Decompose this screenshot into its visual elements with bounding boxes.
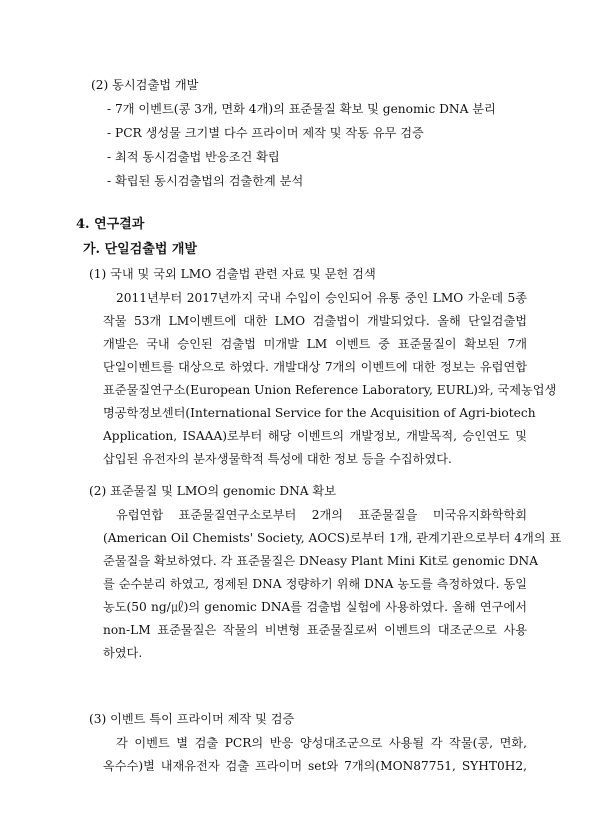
part2-paragraph-line: non-LM 표준물질은 작물의 비변형 표준물질로써 이벤트의 대조군으로 사용 <box>103 623 527 637</box>
part1-paragraph-line: 삽입된 유전자의 분자생물학적 특성에 대한 정보 등을 수집하였다. <box>103 452 452 466</box>
part2-paragraph-line: 를 순수분리 하였고, 정제된 DNA 정량하기 위해 DNA 농도를 측정하였다. 동일 <box>103 577 527 591</box>
part1-paragraph-line: 명공학정보센터(International Service for the Acquisition of Agri-biotech <box>103 406 536 420</box>
plan-bullet: - PCR 생성물 크기별 다수 프라이머 제작 및 작동 유무 검증 <box>107 126 424 140</box>
part1-paragraph-line: Application, ISAAA)로부터 해당 이벤트의 개발정보, 개발목적, 승인연도 및 <box>103 429 527 443</box>
part3-paragraph-line: 옥수수)별 내재유전자 검출 프라이머 set와 7개의(MON87751, SYHT0H2, <box>103 759 527 773</box>
part2-paragraph-line: 하였다. <box>103 646 143 660</box>
part1-paragraph-line: 개발은 국내 승인된 검출법 미개발 LM 이벤트 중 표준물질이 확보된 7개 <box>103 337 527 351</box>
part1-heading: (1) 국내 및 국외 LMO 검출법 관련 자료 및 문헌 검색 <box>89 267 376 281</box>
plan-bullet: - 최적 동시검출법 반응조건 확립 <box>107 150 280 164</box>
part2-paragraph-line: (American Oil Chemists' Society, AOCS)로부터 1개, 관계기관으로부터 4개의 표 <box>103 531 562 545</box>
part2-paragraph-line: 농도(50 ng/㎕)의 genomic DNA를 검출법 실험에 사용하였다. 올해 연구에서 <box>103 600 527 614</box>
part2-heading: (2) 표준물질 및 LMO의 genomic DNA 확보 <box>89 484 336 498</box>
part3-heading: (3) 이벤트 특이 프라이머 제작 및 검증 <box>89 712 295 726</box>
part3-paragraph-line: 각 이벤트 별 검출 PCR의 반응 양성대조군으로 사용될 각 작물(콩, 면화, <box>116 736 527 750</box>
part1-paragraph-line: 단일이벤트를 대상으로 하였다. 개발대상 7개의 이벤트에 대한 정보는 유럽연합 <box>103 360 527 374</box>
results-heading: 4. 연구결과 <box>76 217 145 232</box>
part1-paragraph-line: 작물 53개 LM이벤트에 대한 LMO 검출법이 개발되었다. 올해 단일검출법 <box>103 314 527 328</box>
part2-paragraph-line: 유럽연합 표준물질연구소로부터 2개의 표준물질을 미국유지화학학회 <box>116 508 527 522</box>
part1-paragraph-line: 2011년부터 2017년까지 국내 수입이 승인되어 유통 중인 LMO 가운데 5종 <box>116 291 527 305</box>
part2-paragraph-line: 준물질을 확보하였다. 각 표준물질은 DNeasy Plant Mini Kit로 genomic DNA <box>103 554 539 568</box>
plan-bullet: - 7개 이벤트(콩 3개, 면화 4개)의 표준물질 확보 및 genomic DNA 분리 <box>107 102 496 116</box>
results-subheading: 가. 단일검출법 개발 <box>83 242 198 257</box>
plan-heading: (2) 동시검출법 개발 <box>91 78 199 92</box>
plan-bullet: - 확립된 동시검출법의 검출한계 분석 <box>107 174 304 188</box>
part1-paragraph-line: 표준물질연구소(European Union Reference Laboratory, EURL)와, 국제농업생 <box>103 383 557 397</box>
